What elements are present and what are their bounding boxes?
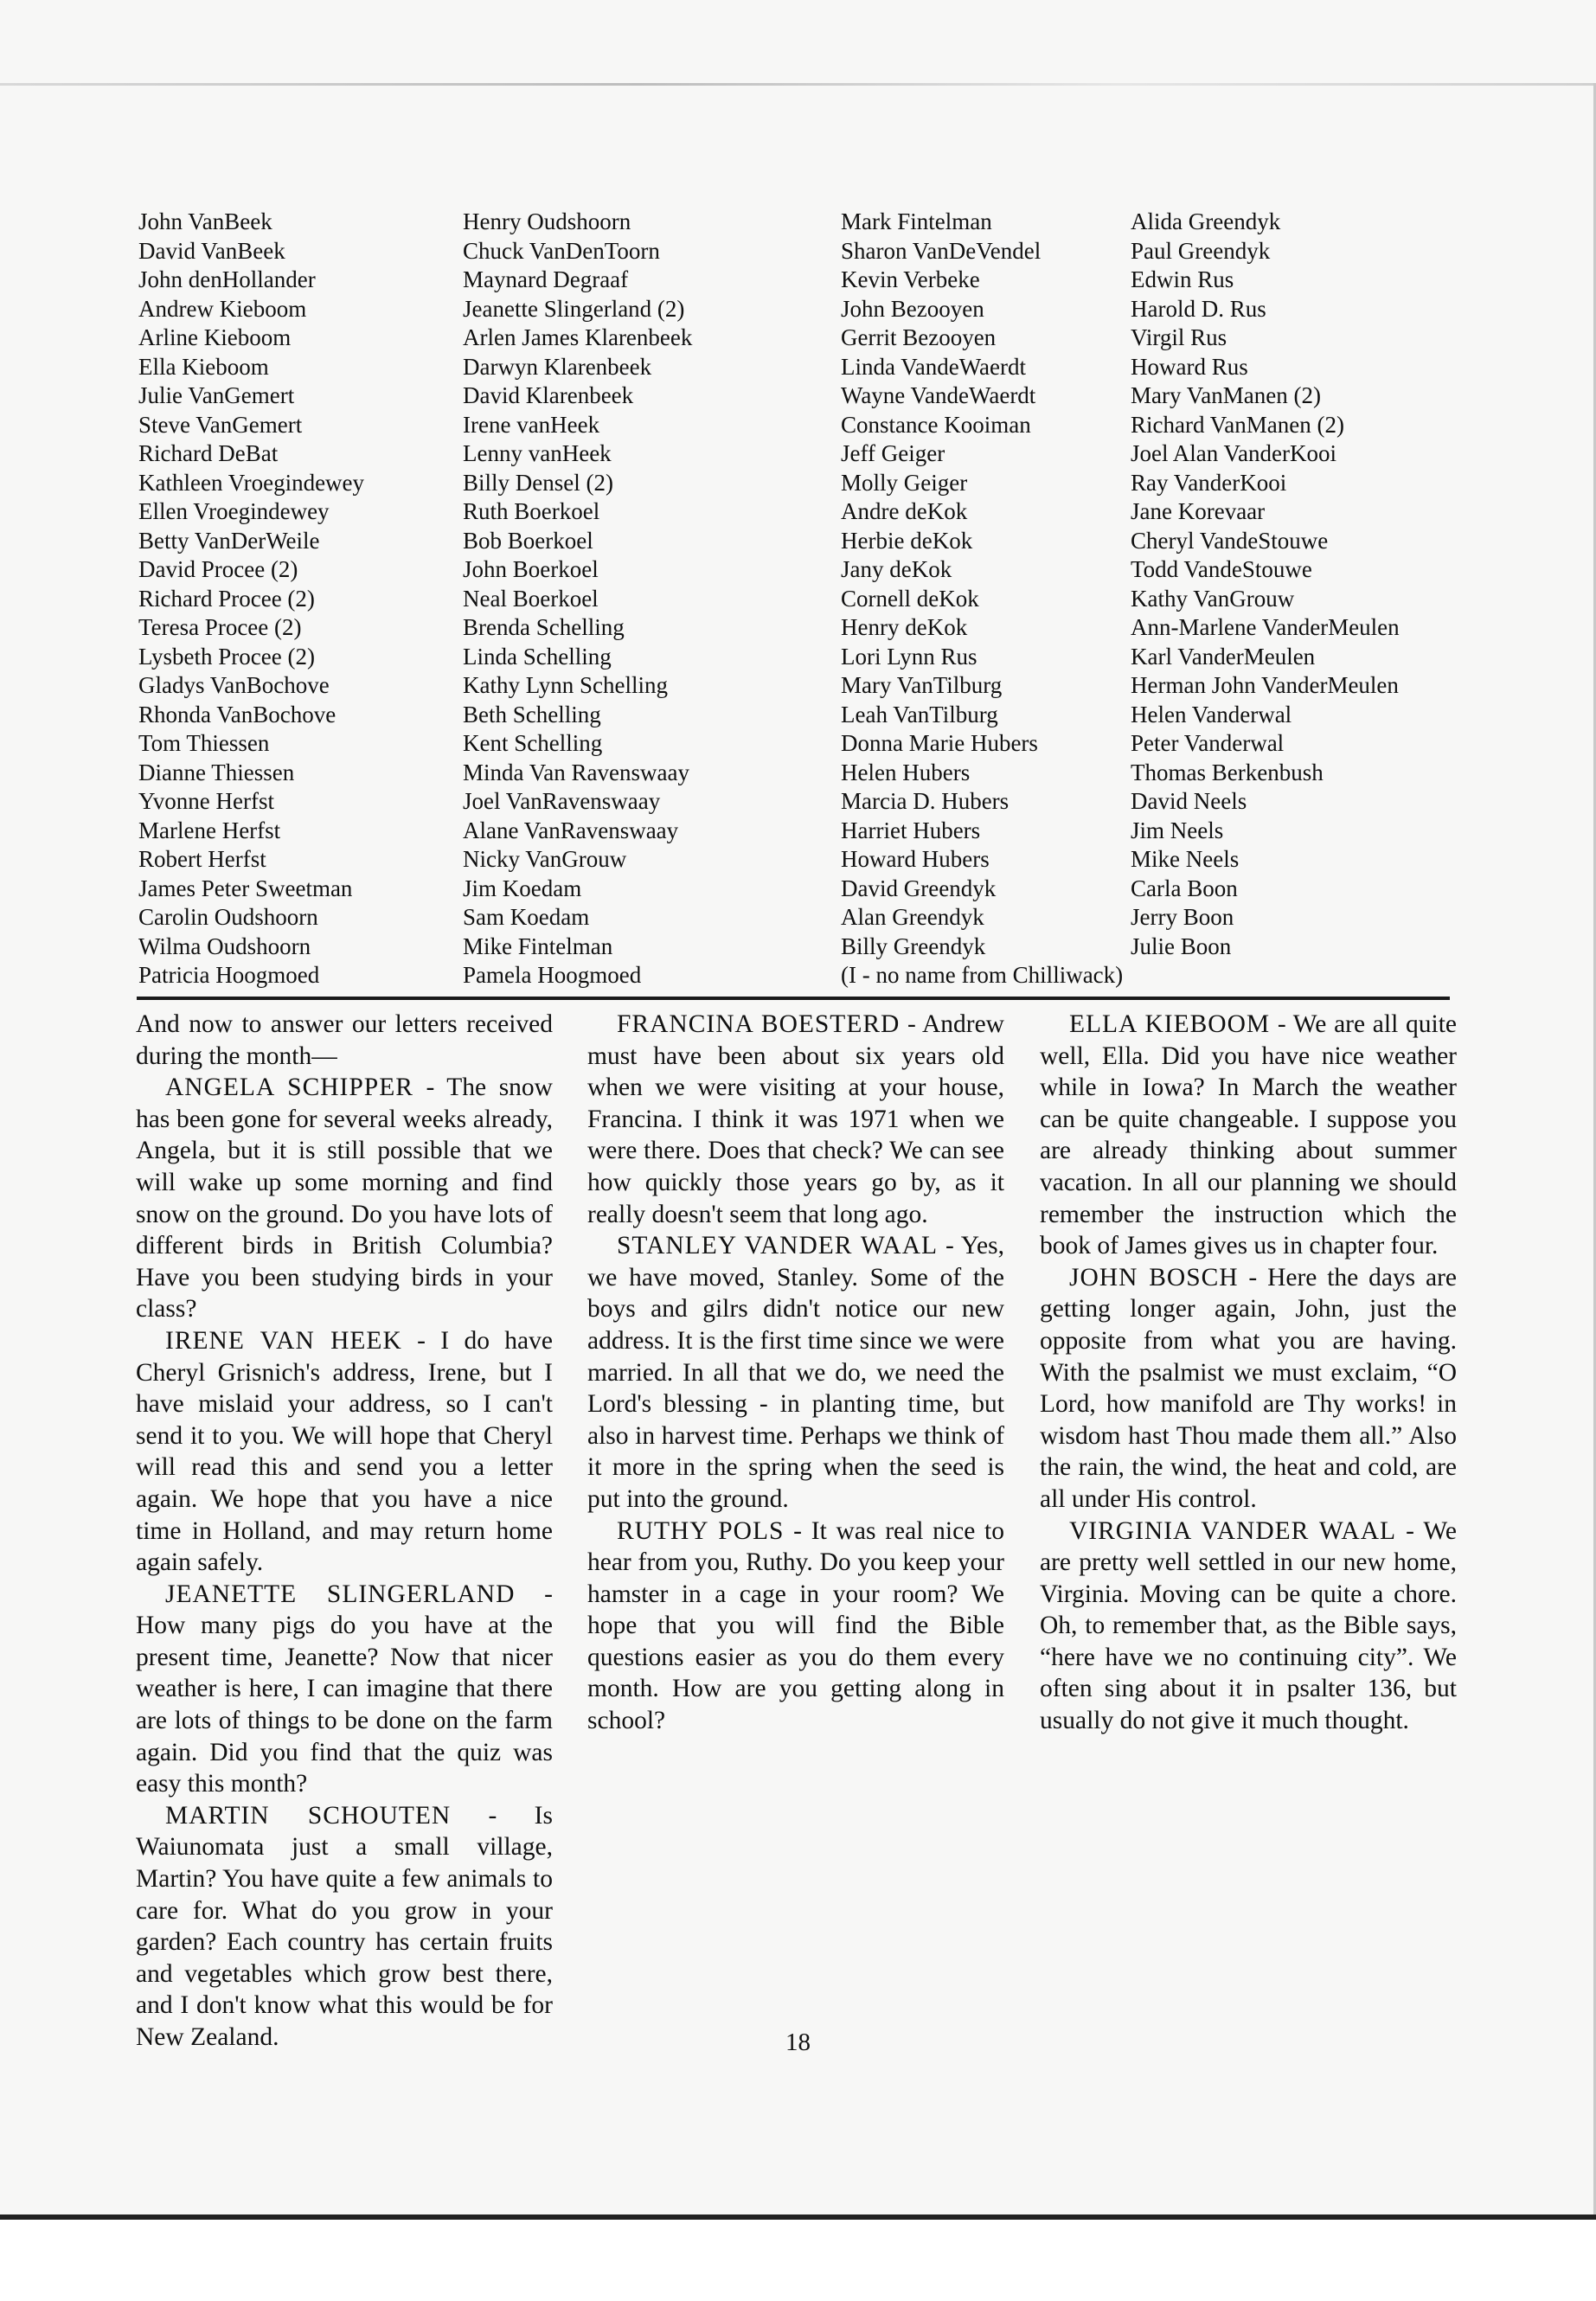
name-entry: Howard Rus [1131, 353, 1248, 380]
name-entry: Leah VanTilburg [841, 701, 998, 727]
name-entry: Linda Schelling [463, 643, 612, 670]
page-number: 18 [785, 2029, 811, 2056]
letter-stanley [587, 1230, 1004, 1515]
name-entry: (I - no name from Chilliwack) [841, 962, 1124, 988]
letter-angela [136, 1072, 553, 1325]
letter-text: - It was real nice to hear from you, Ruthy. Do you keep your hamster in a cage in your room? We hope that you will find the Bible questions easier as you do them every month. How are you getting along in school? [587, 1516, 1004, 1735]
letter-name: MARTIN SCHOUTEN [165, 1801, 452, 1830]
names-column-3 [841, 208, 1123, 990]
name-entry: Helen Hubers [841, 759, 971, 785]
name-entry: Marcia D. Hubers [841, 788, 1010, 814]
name-entry: Kathy VanGrouw [1131, 585, 1295, 612]
letter-ruthy [587, 1516, 1004, 1737]
name-entry: Kent Schelling [463, 730, 603, 756]
name-entry: Pamela Hoogmoed [463, 962, 642, 988]
names-list [138, 208, 1453, 993]
name-entry: Kevin Verbeke [841, 266, 980, 292]
letter-text: - The snow has been gone for several weeks already, Angela, but it is still possible that we will wake up some morning and find snow on the ground. Do you have lots of different birds in British Columbia? Have you been studying birds in your class? [136, 1074, 553, 1324]
name-entry: Jany deKok [841, 556, 952, 582]
name-entry: Edwin Rus [1131, 266, 1234, 292]
name-entry: Lenny vanHeek [463, 440, 612, 466]
name-entry: Paul Greendyk [1131, 237, 1271, 264]
name-entry: Todd VandeStouwe [1131, 556, 1312, 582]
name-entry: Billy Densel (2) [463, 469, 613, 496]
name-entry: Howard Hubers [841, 846, 990, 872]
letter-text: - We are pretty well settled in our new home, Virginia. Moving can be quite a chore. Oh, to remember that, as the Bible says, “here have we no continuing city”. We often sing about it in psalter 136, but usually do not give it much thought. [1040, 1516, 1457, 1735]
name-entry: Brenda Schelling [463, 614, 625, 640]
letter-text: - I do have Cheryl Grisnich's address, Irene, but I have mislaid your address, so I can't send it to you. We will hope that Cheryl will read this and send you a letter again. We hope that you have a nice time in Holland, and may return home again safely. [136, 1326, 553, 1577]
name-entry: Steve VanGemert [138, 411, 303, 438]
letter-name: IRENE VAN HEEK [165, 1326, 402, 1355]
name-entry: Dianne Thiessen [138, 759, 295, 785]
name-entry: Ann-Marlene VanderMeulen [1131, 614, 1400, 640]
page-top-edge [0, 83, 1596, 86]
name-entry: Ruth Boerkoel [463, 498, 600, 524]
name-entry: Richard VanManen (2) [1131, 411, 1344, 438]
name-entry: Patricia Hoogmoed [138, 962, 320, 988]
name-entry: Herman John VanderMeulen [1131, 672, 1399, 698]
name-entry: Henry deKok [841, 614, 968, 640]
name-entry: Alida Greendyk [1131, 208, 1281, 234]
name-entry: Sharon VanDeVendel [841, 237, 1042, 264]
name-entry: Helen Vanderwal [1131, 701, 1292, 727]
name-entry: Jerry Boon [1131, 904, 1234, 930]
name-entry: Alane VanRavenswaay [463, 817, 679, 843]
letter-ella [1040, 1009, 1457, 1262]
name-entry: Julie Boon [1131, 933, 1232, 959]
name-entry: Lori Lynn Rus [841, 643, 977, 670]
letter-name: ELLA KIEBOOM [1069, 1010, 1271, 1038]
name-entry: John Boerkoel [463, 556, 599, 582]
letter-name: ANGELA SCHIPPER [165, 1074, 413, 1102]
name-entry: Donna Marie Hubers [841, 730, 1038, 756]
name-entry: Betty VanDerWeile [138, 527, 320, 554]
letter-text: - Andrew must have been about six years old when we were visiting at your house, Francina. I think it was 1971 when we were there. Does that check? We can see how quickly those years go by, as it really doesn't seem that long ago. [587, 1010, 1004, 1228]
name-entry: James Peter Sweetman [138, 875, 353, 901]
name-entry: Mary VanManen (2) [1131, 382, 1321, 408]
name-entry: Harriet Hubers [841, 817, 981, 843]
letter-john [1040, 1262, 1457, 1516]
letters-column-2 [587, 1009, 1004, 1737]
name-entry: Wilma Oudshoorn [138, 933, 311, 959]
name-entry: Irene vanHeek [463, 411, 600, 438]
name-entry: David Procee (2) [138, 556, 298, 582]
name-entry: Andre deKok [841, 498, 968, 524]
letter-name: VIRGINIA VANDER WAAL [1069, 1516, 1397, 1545]
name-entry: John denHollander [138, 266, 316, 292]
letter-name: RUTHY POLS [617, 1516, 785, 1545]
name-entry: Thomas Berkenbush [1131, 759, 1324, 785]
name-entry: Gladys VanBochove [138, 672, 330, 698]
name-entry: Ella Kieboom [138, 353, 269, 380]
name-entry: Bob Boerkoel [463, 527, 593, 554]
name-entry: David Greendyk [841, 875, 997, 901]
name-entry: Beth Schelling [463, 701, 601, 727]
letter-francina [587, 1009, 1004, 1230]
name-entry: Robert Herfst [138, 846, 266, 872]
name-entry: Virgil Rus [1131, 324, 1227, 350]
name-entry: Richard Procee (2) [138, 585, 315, 612]
section-divider [137, 997, 1450, 1000]
name-entry: Linda VandeWaerdt [841, 353, 1026, 380]
name-entry: Maynard Degraaf [463, 266, 629, 292]
letter-name: JOHN BOSCH [1069, 1263, 1239, 1292]
name-entry: Karl VanderMeulen [1131, 643, 1316, 670]
letter-text: - Yes, we have moved, Stanley. Some of the boys and gilrs didn't notice our new address. It is the first time since we were married. In all that we do, we need the Lord's blessing - in planting time, but also in harvest time. Perhaps we think of it more in the spring when the seed is put into the ground. [587, 1232, 1005, 1513]
name-entry: Julie VanGemert [138, 382, 295, 408]
letter-name: FRANCINA BOESTERD [617, 1010, 901, 1038]
name-entry: Tom Thiessen [138, 730, 270, 756]
letter-name: JEANETTE SLINGERLAND [165, 1580, 516, 1608]
name-entry: Mark Fintelman [841, 208, 992, 234]
letter-text: - How many pigs do you have at the present time, Jeanette? Now that nicer weather is here, I can imagine that there are lots of things to be done on the farm again. Did you find that the quiz was easy this month? [136, 1580, 553, 1798]
names-column-1 [138, 208, 364, 990]
name-entry: Alan Greendyk [841, 904, 984, 930]
letter-virginia [1040, 1516, 1457, 1737]
letter-jeanette [136, 1579, 553, 1800]
name-entry: Carolin Oudshoorn [138, 904, 318, 930]
name-entry: Lysbeth Procee (2) [138, 643, 315, 670]
name-entry: Rhonda VanBochove [138, 701, 337, 727]
name-entry: Molly Geiger [841, 469, 968, 496]
name-entry: Sam Koedam [463, 904, 590, 930]
letter-text: - We are all quite well, Ella. Did you have nice weather while in Iowa? In March the weather can be quite changeable. I suppose you are already thinking about summer vacation. In all our planning we should remember the instruction which the book of James gives us in chapter four. [1040, 1010, 1457, 1260]
letters-intro: And now to answer our letters received during the month— [136, 1010, 553, 1070]
names-column-2 [463, 208, 692, 990]
name-entry: John Bezooyen [841, 295, 984, 322]
name-entry: Jeff Geiger [841, 440, 945, 466]
name-entry: Arlen James Klarenbeek [463, 324, 693, 350]
name-entry: Marlene Herfst [138, 817, 281, 843]
name-entry: Andrew Kieboom [138, 295, 307, 322]
name-entry: Joel VanRavenswaay [463, 788, 661, 814]
name-entry: Ray VanderKooi [1131, 469, 1287, 496]
name-entry: Mike Neels [1131, 846, 1240, 872]
name-entry: Minda Van Ravenswaay [463, 759, 689, 785]
name-entry: Cheryl VandeStouwe [1131, 527, 1329, 554]
letter-martin [136, 1800, 553, 2054]
name-entry: Teresa Procee (2) [138, 614, 302, 640]
name-entry: Constance Kooiman [841, 411, 1031, 438]
name-entry: Chuck VanDenToorn [463, 237, 660, 264]
letter-text: - Here the days are getting longer again, John, just the opposite from what you are having. With the psalmist we must exclaim, “O Lord, how manifold are Thy works! in wisdom hast Thou made them all.” Also the rain, the wind, the heat and cold, are all under His control. [1040, 1263, 1457, 1513]
name-entry: Mary VanTilburg [841, 672, 1003, 698]
name-entry: David VanBeek [138, 237, 285, 264]
name-entry: Gerrit Bezooyen [841, 324, 997, 350]
name-entry: Jeanette Slingerland (2) [463, 295, 685, 322]
name-entry: Kathleen Vroegindewey [138, 469, 365, 496]
name-entry: Cornell deKok [841, 585, 979, 612]
name-entry: Arline Kieboom [138, 324, 292, 350]
name-entry: David Klarenbeek [463, 382, 634, 408]
name-entry: Billy Greendyk [841, 933, 986, 959]
name-entry: Jim Koedam [463, 875, 582, 901]
letters-column-3 [1040, 1009, 1457, 1737]
letters-column-1 [136, 1009, 553, 2054]
name-entry: Richard DeBat [138, 440, 279, 466]
name-entry: Henry Oudshoorn [463, 208, 631, 234]
name-entry: Herbie deKok [841, 527, 973, 554]
name-entry: Mike Fintelman [463, 933, 613, 959]
name-entry: Peter Vanderwal [1131, 730, 1285, 756]
name-entry: Jane Korevaar [1131, 498, 1266, 524]
letter-irene [136, 1325, 553, 1579]
name-entry: Nicky VanGrouw [463, 846, 627, 872]
name-entry: Carla Boon [1131, 875, 1238, 901]
name-entry: Jim Neels [1131, 817, 1224, 843]
name-entry: Joel Alan VanderKooi [1131, 440, 1336, 466]
name-entry: Kathy Lynn Schelling [463, 672, 668, 698]
letter-text: - Is Waiunomata just a small village, Martin? You have quite a few animals to care for. What do you grow in your garden? Each country has certain fruits and vegetables which grow best there, and I don't know what this would be for New Zealand. [136, 1801, 553, 2051]
letter-name: STANLEY VANDER WAAL [617, 1232, 939, 1260]
name-entry: Ellen Vroegindewey [138, 498, 330, 524]
names-column-4 [1131, 208, 1400, 961]
name-entry: John VanBeek [138, 208, 272, 234]
scan-margin [0, 2220, 1596, 2301]
name-entry: Yvonne Herfst [138, 788, 275, 814]
name-entry: Wayne VandeWaerdt [841, 382, 1036, 408]
name-entry: Neal Boerkoel [463, 585, 599, 612]
name-entry: Harold D. Rus [1131, 295, 1266, 322]
name-entry: Darwyn Klarenbeek [463, 353, 652, 380]
name-entry: David Neels [1131, 788, 1247, 814]
